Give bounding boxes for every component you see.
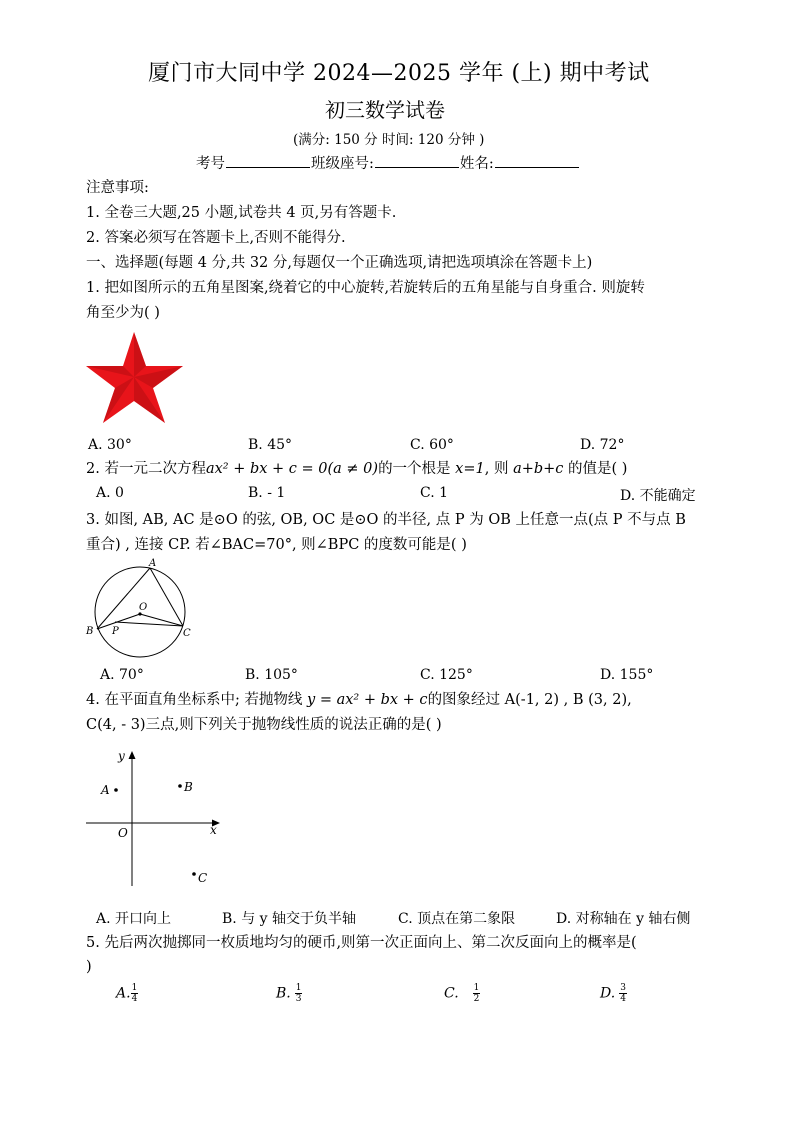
- label-p: P: [112, 626, 119, 637]
- q1-option-d[interactable]: D. 72°: [580, 437, 625, 453]
- q5-option-c[interactable]: [444, 983, 480, 1004]
- name-label: 姓名:: [459, 156, 494, 172]
- q5-option-a[interactable]: [116, 983, 138, 1004]
- q3-option-c[interactable]: C. 125°: [420, 667, 473, 683]
- q5-text-line1: 5. 先后两次抛掷同一枚质地均匀的硬币,则第一次正面向上、第二次反面向上的概率是(: [86, 935, 637, 951]
- chord-ac: [150, 568, 183, 626]
- q2-suffix2: , 则: [484, 461, 514, 477]
- x-axis-label: x: [210, 823, 217, 837]
- q4-prefix: 4. 在平面直角坐标系中; 若抛物线: [86, 692, 308, 708]
- q5-text-line2: ): [86, 959, 92, 975]
- label-c: C: [198, 871, 208, 885]
- class-seat-blank: [375, 153, 459, 168]
- q2-suffix3: 的值是( ): [563, 461, 628, 477]
- q5-option-c-fraction: [473, 983, 481, 1004]
- student-info-line: [196, 153, 580, 174]
- section-1-heading: 一、选择题(每题 4 分,共 32 分,每题仅一个正确选项,请把选项填涂在答题卡上): [86, 255, 593, 271]
- exam-title: 厦门市大同中学 2024—2025 学年 (上) 期中考试: [148, 61, 650, 86]
- label-b: B: [86, 626, 94, 637]
- q4-text-line2: C(4, - 3)三点,则下列关于抛物线性质的说法正确的是( ): [86, 717, 442, 733]
- q1-text-line2: 角至少为( ): [86, 305, 160, 321]
- q2-equation: ax² + bx + c = 0(a ≠ 0): [205, 461, 379, 477]
- q4-text-line1: [86, 690, 632, 710]
- notes-item-1: 1. 全卷三大题,25 小题,试卷共 4 页,另有答题卡.: [86, 205, 397, 221]
- q2-suffix1: 的一个根是: [378, 461, 456, 477]
- numerator: 1: [131, 983, 138, 993]
- q4-option-c[interactable]: C. 顶点在第二象限: [398, 911, 516, 927]
- circle-chord-figure: [84, 556, 196, 660]
- q5-option-b-letter: B.: [276, 985, 291, 1002]
- denominator: 4: [620, 994, 626, 1004]
- label-c: C: [183, 628, 191, 639]
- q4-option-d[interactable]: D. 对称轴在 y 轴右侧: [556, 911, 691, 927]
- denominator: 2: [473, 994, 480, 1004]
- exam-meta: (满分: 150 分 时间: 120 分钟 ): [293, 132, 485, 148]
- y-axis-arrow: [129, 751, 136, 759]
- q5-option-c-letter: C.: [444, 985, 459, 1002]
- y-axis-label: y: [118, 749, 125, 763]
- label-o: O: [139, 602, 148, 613]
- coordinate-plane-figure: [84, 746, 224, 890]
- class-seat-label: 班级座号:: [311, 156, 374, 172]
- q4-option-b[interactable]: B. 与 y 轴交于负半轴: [222, 911, 356, 927]
- q5-option-d-letter: D.: [600, 985, 616, 1002]
- q3-text-line2: 重合) , 连接 CP. 若∠BAC=70°, 则∠BPC 的度数可能是( ): [86, 537, 467, 553]
- q1-option-b[interactable]: B. 45°: [248, 437, 293, 453]
- numerator: 1: [473, 983, 480, 993]
- exam-subtitle: 初三数学试卷: [325, 98, 445, 122]
- q3-option-a[interactable]: A. 70°: [100, 667, 144, 683]
- exam-number-label: 考号: [196, 156, 225, 172]
- q2-option-c[interactable]: C. 1: [420, 485, 449, 501]
- q2-expr: a+b+c: [513, 461, 564, 477]
- label-b: B: [184, 780, 193, 794]
- q3-option-b[interactable]: B. 105°: [245, 667, 298, 683]
- q5-option-b[interactable]: [276, 983, 302, 1004]
- q5-option-d-fraction: [619, 983, 627, 1004]
- q2-prefix: 2. 若一元二次方程: [86, 461, 206, 477]
- q5-option-b-fraction: [295, 983, 303, 1004]
- q1-text-line1: 1. 把如图所示的五角星图案,绕着它的中心旋转,若旋转后的五角星能与自身重合. 则旋转: [86, 280, 645, 296]
- point-a: [114, 788, 118, 792]
- q2-option-d[interactable]: D. 不能确定: [620, 488, 696, 504]
- name-blank: [495, 153, 579, 168]
- five-pointed-star-figure: [86, 330, 186, 426]
- notes-heading: 注意事项:: [86, 180, 149, 196]
- q3-option-d[interactable]: D. 155°: [600, 667, 654, 683]
- q5-option-d[interactable]: [600, 983, 627, 1004]
- point-b: [178, 784, 182, 788]
- q1-option-c[interactable]: C. 60°: [410, 437, 454, 453]
- q2-text: [86, 459, 627, 479]
- exam-number-blank: [226, 153, 310, 168]
- notes-item-2: 2. 答案必须写在答题卡上,否则不能得分.: [86, 230, 346, 246]
- q4-option-a[interactable]: A. 开口向上: [96, 911, 172, 927]
- q4-equation: y = ax² + bx + c: [307, 692, 428, 708]
- segment-cp: [115, 622, 183, 626]
- numerator: 3: [620, 983, 626, 993]
- numerator: 1: [295, 983, 302, 993]
- denominator: 3: [295, 994, 302, 1004]
- q2-root: x=1: [455, 461, 485, 477]
- label-a: A: [149, 558, 157, 569]
- origin-label: O: [118, 826, 128, 840]
- q3-text-line1: 3. 如图, AB, AC 是⊙O 的弦, OB, OC 是⊙O 的半径, 点 P 为 OB 上任意一点(点 P 不与点 B: [86, 512, 686, 528]
- label-a: A: [101, 783, 110, 797]
- q2-option-b[interactable]: B. - 1: [248, 485, 286, 501]
- q4-suffix: 的图象经过 A(-1, 2) , B (3, 2),: [427, 692, 632, 708]
- point-c: [192, 872, 196, 876]
- denominator: 4: [131, 994, 138, 1004]
- q1-option-a[interactable]: A. 30°: [88, 437, 132, 453]
- q5-option-a-fraction: [131, 983, 139, 1004]
- q5-option-a-letter: A.: [116, 985, 131, 1002]
- q2-option-a[interactable]: A. 0: [96, 485, 124, 501]
